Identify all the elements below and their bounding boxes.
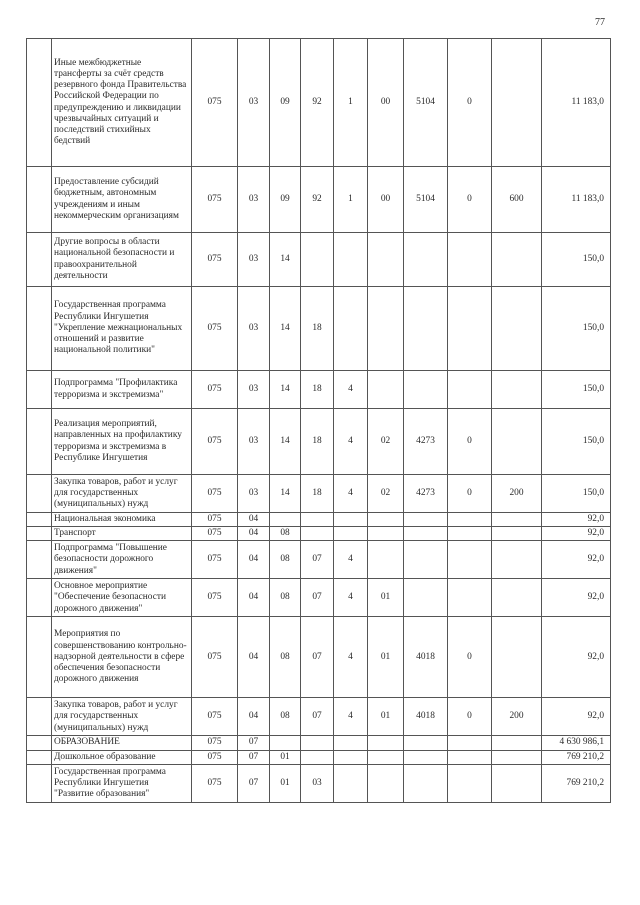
code-cell-c2: 07 xyxy=(238,764,270,802)
row-number-cell xyxy=(27,513,52,527)
code-cell-c6: 00 xyxy=(368,167,404,233)
code-cell-c2: 07 xyxy=(238,736,270,750)
code-cell-c1: 075 xyxy=(192,475,238,513)
page-number: 77 xyxy=(595,17,605,28)
code-cell-c3 xyxy=(270,513,301,527)
code-cell-c5 xyxy=(334,736,368,750)
code-cell-c2: 03 xyxy=(238,475,270,513)
code-cell-c2: 03 xyxy=(238,371,270,409)
code-cell-c9 xyxy=(492,527,542,541)
code-cell-c1: 075 xyxy=(192,409,238,475)
code-cell-c2: 04 xyxy=(238,527,270,541)
code-cell-c4: 18 xyxy=(301,409,334,475)
code-cell-c6 xyxy=(368,541,404,579)
code-cell-c6: 01 xyxy=(368,617,404,698)
code-cell-c8: 0 xyxy=(448,475,492,513)
row-name-cell: Предоставление субсидий бюджетным, автономным учреждениям и иным некоммерческим организациям xyxy=(52,167,192,233)
code-cell-c9 xyxy=(492,750,542,764)
code-cell-c7 xyxy=(404,527,448,541)
amount-cell: 11 183,0 xyxy=(542,167,611,233)
code-cell-c3 xyxy=(270,736,301,750)
table-row xyxy=(27,371,611,409)
code-cell-c6: 00 xyxy=(368,39,404,167)
code-cell-c5 xyxy=(334,764,368,802)
table-row xyxy=(27,764,611,802)
amount-cell: 92,0 xyxy=(542,513,611,527)
code-cell-c6 xyxy=(368,527,404,541)
code-cell-c4: 07 xyxy=(301,541,334,579)
code-cell-c7: 5104 xyxy=(404,39,448,167)
code-cell-c3: 14 xyxy=(270,409,301,475)
row-number-cell xyxy=(27,698,52,736)
code-cell-c3: 14 xyxy=(270,233,301,287)
amount-cell: 92,0 xyxy=(542,541,611,579)
code-cell-c1: 075 xyxy=(192,527,238,541)
code-cell-c1: 075 xyxy=(192,698,238,736)
row-name-cell: Государственная программа Республики Ингушетия "Развитие образования" xyxy=(52,764,192,802)
row-name-cell: ОБРАЗОВАНИЕ xyxy=(52,736,192,750)
code-cell-c9 xyxy=(492,513,542,527)
code-cell-c6 xyxy=(368,287,404,371)
code-cell-c7 xyxy=(404,736,448,750)
code-cell-c3: 01 xyxy=(270,750,301,764)
code-cell-c9 xyxy=(492,409,542,475)
code-cell-c7 xyxy=(404,371,448,409)
row-number-cell xyxy=(27,475,52,513)
code-cell-c9: 200 xyxy=(492,698,542,736)
row-name-cell: Реализация мероприятий, направленных на профилактику терроризма и экстремизма в Республике Ингушетия xyxy=(52,409,192,475)
row-number-cell xyxy=(27,579,52,617)
code-cell-c7 xyxy=(404,287,448,371)
amount-cell: 150,0 xyxy=(542,475,611,513)
code-cell-c6 xyxy=(368,233,404,287)
code-cell-c1: 075 xyxy=(192,167,238,233)
code-cell-c9 xyxy=(492,579,542,617)
table-row xyxy=(27,541,611,579)
amount-cell: 769 210,2 xyxy=(542,750,611,764)
code-cell-c4: 18 xyxy=(301,287,334,371)
code-cell-c7: 4273 xyxy=(404,475,448,513)
row-name-cell: Подпрограмма "Повышение безопасности дорожного движения" xyxy=(52,541,192,579)
code-cell-c2: 03 xyxy=(238,167,270,233)
code-cell-c1: 075 xyxy=(192,287,238,371)
code-cell-c7: 4018 xyxy=(404,617,448,698)
code-cell-c5: 4 xyxy=(334,371,368,409)
code-cell-c2: 03 xyxy=(238,409,270,475)
amount-cell: 769 210,2 xyxy=(542,764,611,802)
code-cell-c6: 02 xyxy=(368,409,404,475)
code-cell-c4 xyxy=(301,736,334,750)
row-number-cell xyxy=(27,736,52,750)
code-cell-c5: 1 xyxy=(334,167,368,233)
row-number-cell xyxy=(27,167,52,233)
code-cell-c2: 07 xyxy=(238,750,270,764)
code-cell-c3: 09 xyxy=(270,167,301,233)
code-cell-c5 xyxy=(334,233,368,287)
code-cell-c8: 0 xyxy=(448,409,492,475)
code-cell-c8: 0 xyxy=(448,167,492,233)
code-cell-c8 xyxy=(448,750,492,764)
row-number-cell xyxy=(27,287,52,371)
code-cell-c7 xyxy=(404,513,448,527)
code-cell-c4: 03 xyxy=(301,764,334,802)
code-cell-c9 xyxy=(492,371,542,409)
table-row xyxy=(27,167,611,233)
row-number-cell xyxy=(27,764,52,802)
table-row xyxy=(27,233,611,287)
table-row xyxy=(27,409,611,475)
code-cell-c9 xyxy=(492,764,542,802)
amount-cell: 150,0 xyxy=(542,287,611,371)
row-number-cell xyxy=(27,39,52,167)
row-name-cell: Мероприятия по совершенствованию контрольно-надзорной деятельности в сфере обеспечения безопасности дорожного движения xyxy=(52,617,192,698)
row-number-cell xyxy=(27,233,52,287)
table-row xyxy=(27,513,611,527)
row-name-cell: Иные межбюджетные трансферты за счёт средств резервного фонда Правительства Российской Федерации по предупреждению и ликвидации чрезвычайных ситуаций и последствий стихийных бедствий xyxy=(52,39,192,167)
code-cell-c3: 14 xyxy=(270,287,301,371)
budget-table xyxy=(26,38,611,803)
code-cell-c7: 5104 xyxy=(404,167,448,233)
code-cell-c1: 075 xyxy=(192,39,238,167)
code-cell-c6: 02 xyxy=(368,475,404,513)
code-cell-c4: 07 xyxy=(301,617,334,698)
table-row xyxy=(27,39,611,167)
code-cell-c2: 03 xyxy=(238,233,270,287)
code-cell-c6: 01 xyxy=(368,698,404,736)
row-number-cell xyxy=(27,371,52,409)
code-cell-c9: 200 xyxy=(492,475,542,513)
table-row xyxy=(27,475,611,513)
amount-cell: 92,0 xyxy=(542,698,611,736)
code-cell-c8 xyxy=(448,579,492,617)
code-cell-c4 xyxy=(301,513,334,527)
code-cell-c5: 4 xyxy=(334,409,368,475)
code-cell-c8 xyxy=(448,541,492,579)
code-cell-c5 xyxy=(334,513,368,527)
code-cell-c4: 92 xyxy=(301,39,334,167)
row-number-cell xyxy=(27,617,52,698)
code-cell-c8: 0 xyxy=(448,39,492,167)
amount-cell: 150,0 xyxy=(542,233,611,287)
code-cell-c8 xyxy=(448,764,492,802)
code-cell-c2: 04 xyxy=(238,617,270,698)
code-cell-c3: 08 xyxy=(270,698,301,736)
amount-cell: 150,0 xyxy=(542,409,611,475)
code-cell-c1: 075 xyxy=(192,579,238,617)
code-cell-c5 xyxy=(334,287,368,371)
row-name-cell: Другие вопросы в области национальной безопасности и правоохранительной деятельности xyxy=(52,233,192,287)
table-row xyxy=(27,617,611,698)
code-cell-c1: 075 xyxy=(192,764,238,802)
code-cell-c4: 18 xyxy=(301,371,334,409)
code-cell-c5: 1 xyxy=(334,39,368,167)
table-row xyxy=(27,736,611,750)
code-cell-c6 xyxy=(368,764,404,802)
row-name-cell: Закупка товаров, работ и услуг для государственных (муниципальных) нужд xyxy=(52,698,192,736)
table-row xyxy=(27,527,611,541)
code-cell-c4: 07 xyxy=(301,698,334,736)
code-cell-c9 xyxy=(492,233,542,287)
row-name-cell: Государственная программа Республики Ингушетия "Укрепление межнациональных отношений и развитие национальной политики" xyxy=(52,287,192,371)
code-cell-c3: 01 xyxy=(270,764,301,802)
code-cell-c3: 09 xyxy=(270,39,301,167)
code-cell-c8: 0 xyxy=(448,698,492,736)
code-cell-c7: 4018 xyxy=(404,698,448,736)
code-cell-c7 xyxy=(404,750,448,764)
code-cell-c5 xyxy=(334,750,368,764)
row-number-cell xyxy=(27,409,52,475)
code-cell-c4: 07 xyxy=(301,579,334,617)
code-cell-c5: 4 xyxy=(334,541,368,579)
code-cell-c7 xyxy=(404,764,448,802)
code-cell-c2: 04 xyxy=(238,579,270,617)
table-row xyxy=(27,287,611,371)
code-cell-c8 xyxy=(448,527,492,541)
code-cell-c1: 075 xyxy=(192,371,238,409)
code-cell-c5 xyxy=(334,527,368,541)
code-cell-c9 xyxy=(492,541,542,579)
code-cell-c9 xyxy=(492,39,542,167)
code-cell-c3: 08 xyxy=(270,527,301,541)
code-cell-c3: 08 xyxy=(270,617,301,698)
code-cell-c4 xyxy=(301,233,334,287)
code-cell-c1: 075 xyxy=(192,513,238,527)
code-cell-c4: 18 xyxy=(301,475,334,513)
code-cell-c2: 03 xyxy=(238,287,270,371)
row-name-cell: Подпрограмма "Профилактика терроризма и экстремизма" xyxy=(52,371,192,409)
amount-cell: 92,0 xyxy=(542,617,611,698)
code-cell-c6 xyxy=(368,736,404,750)
code-cell-c8 xyxy=(448,513,492,527)
row-name-cell: Основное мероприятие "Обеспечение безопасности дорожного движения" xyxy=(52,579,192,617)
row-number-cell xyxy=(27,527,52,541)
code-cell-c5: 4 xyxy=(334,698,368,736)
code-cell-c6: 01 xyxy=(368,579,404,617)
code-cell-c8 xyxy=(448,371,492,409)
code-cell-c5: 4 xyxy=(334,579,368,617)
code-cell-c7: 4273 xyxy=(404,409,448,475)
code-cell-c3: 14 xyxy=(270,371,301,409)
code-cell-c3: 08 xyxy=(270,579,301,617)
code-cell-c2: 04 xyxy=(238,513,270,527)
code-cell-c1: 075 xyxy=(192,750,238,764)
code-cell-c7 xyxy=(404,541,448,579)
code-cell-c8: 0 xyxy=(448,617,492,698)
code-cell-c9 xyxy=(492,736,542,750)
code-cell-c3: 08 xyxy=(270,541,301,579)
amount-cell: 92,0 xyxy=(542,527,611,541)
code-cell-c4: 92 xyxy=(301,167,334,233)
code-cell-c1: 075 xyxy=(192,736,238,750)
code-cell-c1: 075 xyxy=(192,233,238,287)
code-cell-c3: 14 xyxy=(270,475,301,513)
code-cell-c2: 04 xyxy=(238,541,270,579)
table-row xyxy=(27,698,611,736)
code-cell-c2: 04 xyxy=(238,698,270,736)
code-cell-c1: 075 xyxy=(192,541,238,579)
code-cell-c5: 4 xyxy=(334,617,368,698)
code-cell-c2: 03 xyxy=(238,39,270,167)
code-cell-c7 xyxy=(404,579,448,617)
code-cell-c4 xyxy=(301,527,334,541)
amount-cell: 4 630 986,1 xyxy=(542,736,611,750)
code-cell-c7 xyxy=(404,233,448,287)
code-cell-c6 xyxy=(368,371,404,409)
code-cell-c8 xyxy=(448,736,492,750)
code-cell-c4 xyxy=(301,750,334,764)
row-name-cell: Национальная экономика xyxy=(52,513,192,527)
amount-cell: 150,0 xyxy=(542,371,611,409)
code-cell-c8 xyxy=(448,233,492,287)
code-cell-c9 xyxy=(492,287,542,371)
code-cell-c9 xyxy=(492,617,542,698)
row-number-cell xyxy=(27,541,52,579)
code-cell-c8 xyxy=(448,287,492,371)
code-cell-c6 xyxy=(368,750,404,764)
row-name-cell: Транспорт xyxy=(52,527,192,541)
row-name-cell: Закупка товаров, работ и услуг для государственных (муниципальных) нужд xyxy=(52,475,192,513)
code-cell-c1: 075 xyxy=(192,617,238,698)
amount-cell: 11 183,0 xyxy=(542,39,611,167)
budget-table-body xyxy=(27,39,611,803)
code-cell-c9: 600 xyxy=(492,167,542,233)
code-cell-c6 xyxy=(368,513,404,527)
table-row xyxy=(27,750,611,764)
row-name-cell: Дошкольное образование xyxy=(52,750,192,764)
code-cell-c5: 4 xyxy=(334,475,368,513)
amount-cell: 92,0 xyxy=(542,579,611,617)
table-row xyxy=(27,579,611,617)
row-number-cell xyxy=(27,750,52,764)
